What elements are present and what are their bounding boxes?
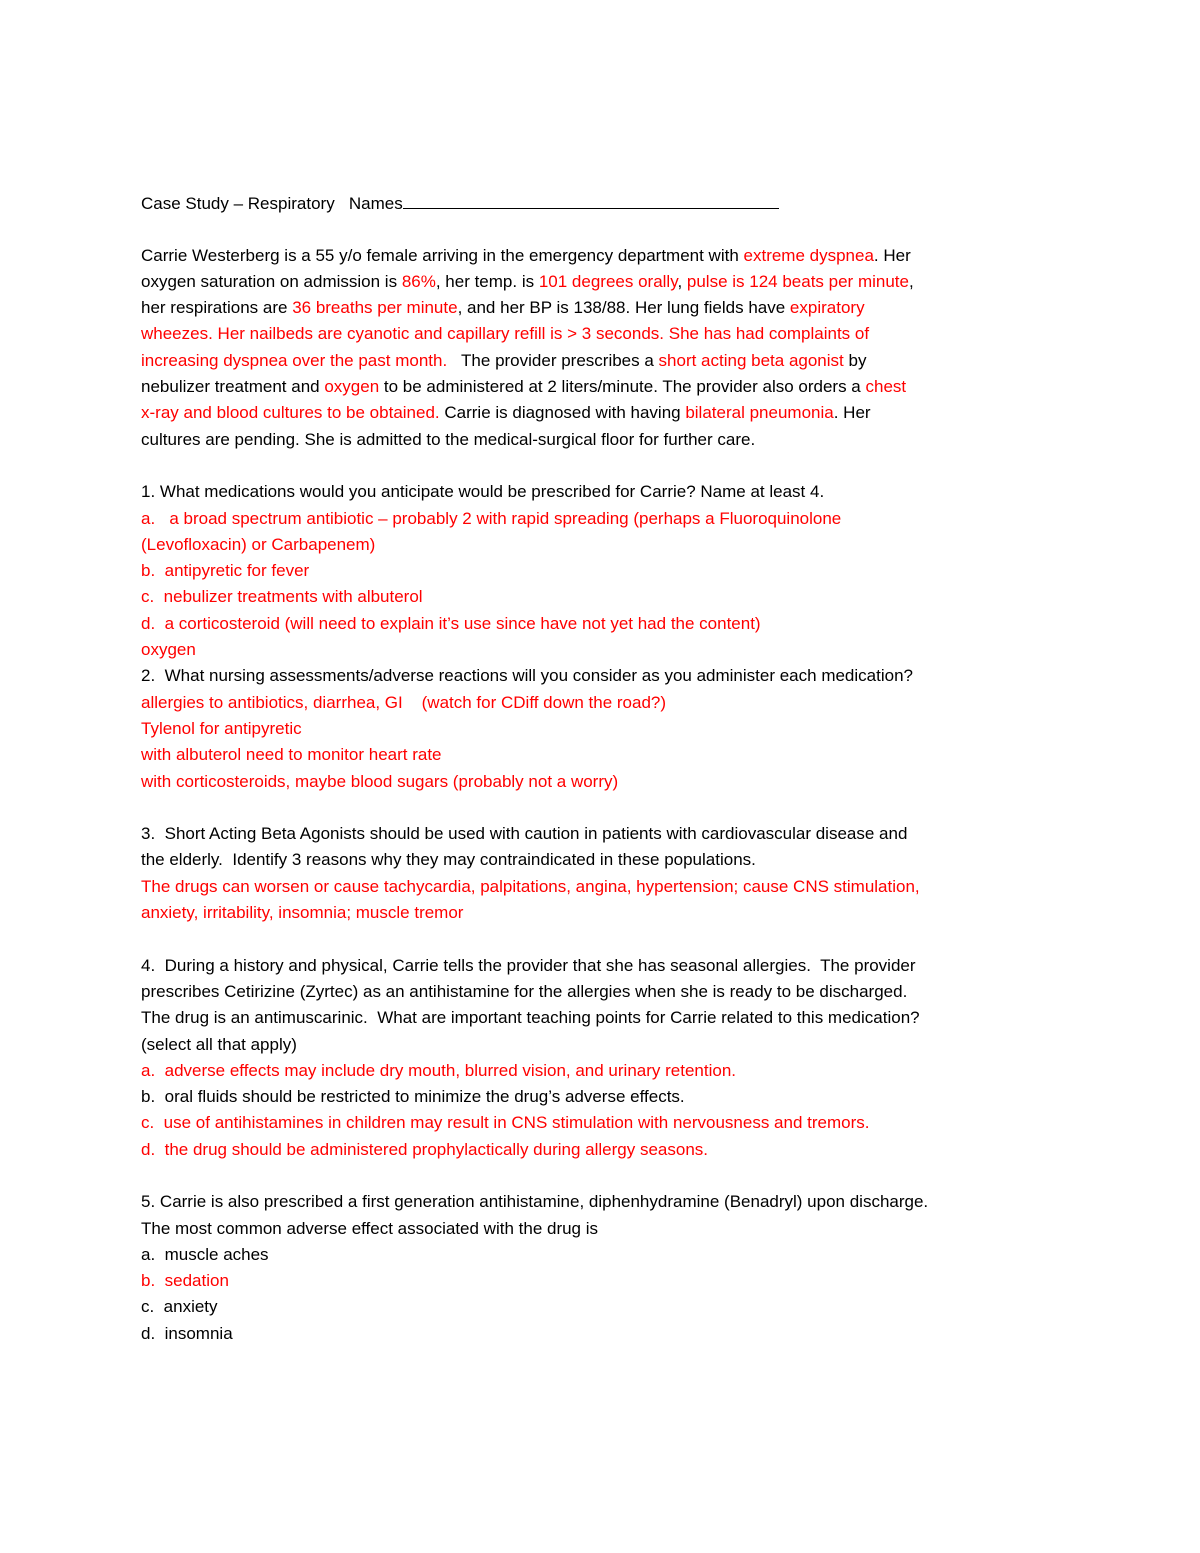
highlight-dyspnea: extreme dyspnea — [743, 245, 874, 265]
highlight-expiratory: expiratory — [789, 298, 865, 318]
question-3 — [141, 821, 1061, 926]
answer-line: a. a broad spectrum antibiotic – probably 2 with rapid spreading (perhaps a Fluoroquinolone — [141, 508, 842, 528]
question-5-text: The most common adverse effect associated with the drug is — [141, 1218, 599, 1238]
scenario-paragraph: Carrie Westerberg is a 55 y/o female arriving in the emergency department with extreme dyspnea. Her oxygen saturation on admission is 86%, her temp. is 101 degrees orally, pulse is 124 beats per minute, her respirations are 36 breaths per minute, and her BP is 138/88. Her lung fields have expiratory wheezes. Her nailbeds are cyanotic and capillary refill is > 3 seconds. She has had complaints of increasing dyspnea over the past month. The provider prescribes a short acting beta agonist by nebulizer treatment and oxygen to be administered at 2 liters/minute. The provider also orders a chest x-ray and blood cultures to be obtained. Carrie is diagnosed with having bilateral pneumonia. Her cultures are pending. She is admitted to the medical-surgical floor for further care. — [141, 243, 1061, 453]
highlight-increasing-dyspnea: increasing dyspnea over the past month. — [141, 350, 448, 370]
answer-line: Tylenol for antipyretic — [141, 718, 302, 738]
question-5-number: 5. — [141, 1192, 156, 1212]
highlight-chest: chest — [865, 377, 907, 397]
option-b: b. oral fluids should be restricted to minimize the drug’s adverse effects. — [141, 1087, 685, 1107]
highlight-oxygen: oxygen — [324, 377, 380, 397]
answer-line: d. a corticosteroid (will need to explain it’s use since have not yet had the content) — [141, 613, 761, 633]
option-d: d. insomnia — [141, 1323, 233, 1343]
option-d: d. the drug should be administered prophylactically during allergy seasons. — [141, 1139, 708, 1159]
question-4 — [141, 953, 1061, 1163]
answer-line: The drugs can worsen or cause tachycardia, palpitations, angina, hypertension; cause CNS stimulation, — [141, 876, 920, 896]
question-3-text: the elderly. Identify 3 reasons why they may contraindicated in these populations. — [141, 850, 756, 870]
question-1-text: 1. What medications would you anticipate would be prescribed for Carrie? Name at least 4. — [141, 482, 825, 502]
option-a: a. muscle aches — [141, 1244, 269, 1264]
question-2 — [141, 663, 1061, 794]
question-3-text: 3. Short Acting Beta Agonists should be used with caution in patients with cardiovascular disease and — [141, 824, 908, 844]
highlight-xray: x-ray and blood cultures to be obtained. — [141, 403, 440, 423]
answer-line: c. nebulizer treatments with albuterol — [141, 587, 423, 607]
answer-line: with albuterol need to monitor heart rate — [141, 745, 442, 765]
document-title: Case Study – Respiratory — [141, 194, 335, 213]
option-b: b. sedation — [141, 1271, 229, 1291]
header-line — [141, 190, 1061, 216]
question-4-text: prescribes Cetirizine (Zyrtec) as an antihistamine for the allergies when she is ready to be discharged. — [141, 981, 908, 1001]
highlight-saba: short acting beta agonist — [658, 350, 844, 370]
names-label: Names — [348, 194, 403, 213]
question-5-text: 5. Carrie is also prescribed a first generation antihistamine, diphenhydramine (Benadryl) upon discharge. — [141, 1192, 929, 1212]
answer-line: anxiety, irritability, insomnia; muscle tremor — [141, 903, 464, 923]
highlight-wheezes-line: wheezes. Her nailbeds are cyanotic and capillary refill is > 3 seconds. She has had complaints of — [141, 324, 870, 344]
option-a: a. adverse effects may include dry mouth, blurred vision, and urinary retention. — [141, 1060, 736, 1080]
question-2-text: 2. What nursing assessments/adverse reactions will you consider as you administer each medication? — [141, 666, 913, 686]
question-4-text: (select all that apply) — [141, 1034, 297, 1054]
highlight-pulse: pulse is 124 beats per minute — [686, 271, 909, 291]
highlight-pneumonia: bilateral pneumonia — [685, 403, 834, 423]
answer-line: with corticosteroids, maybe blood sugars (probably not a worry) — [141, 771, 619, 791]
answer-line: (Levofloxacin) or Carbapenem) — [141, 534, 376, 554]
question-5 — [141, 1189, 1061, 1347]
question-4-text: 4. During a history and physical, Carrie tells the provider that she has seasonal allergies. The provider — [141, 955, 916, 975]
answer-line: oxygen — [141, 640, 196, 660]
document-content — [141, 190, 1061, 1347]
highlight-o2-sat: 86% — [401, 271, 436, 291]
names-blank-line — [403, 190, 779, 209]
highlight-respirations: 36 breaths per minute — [292, 298, 458, 318]
highlight-temp: 101 degrees orally — [538, 271, 678, 291]
option-c: c. use of antihistamines in children may result in CNS stimulation with nervousness and tremors. — [141, 1113, 870, 1133]
answer-line: allergies to antibiotics, diarrhea, GI (watch for CDiff down the road?) — [141, 692, 667, 712]
answer-line: b. antipyretic for fever — [141, 561, 310, 581]
question-4-text: The drug is an antimuscarinic. What are important teaching points for Carrie related to this medication? — [141, 1008, 920, 1028]
question-1 — [141, 479, 1061, 663]
option-c: c. anxiety — [141, 1297, 218, 1317]
